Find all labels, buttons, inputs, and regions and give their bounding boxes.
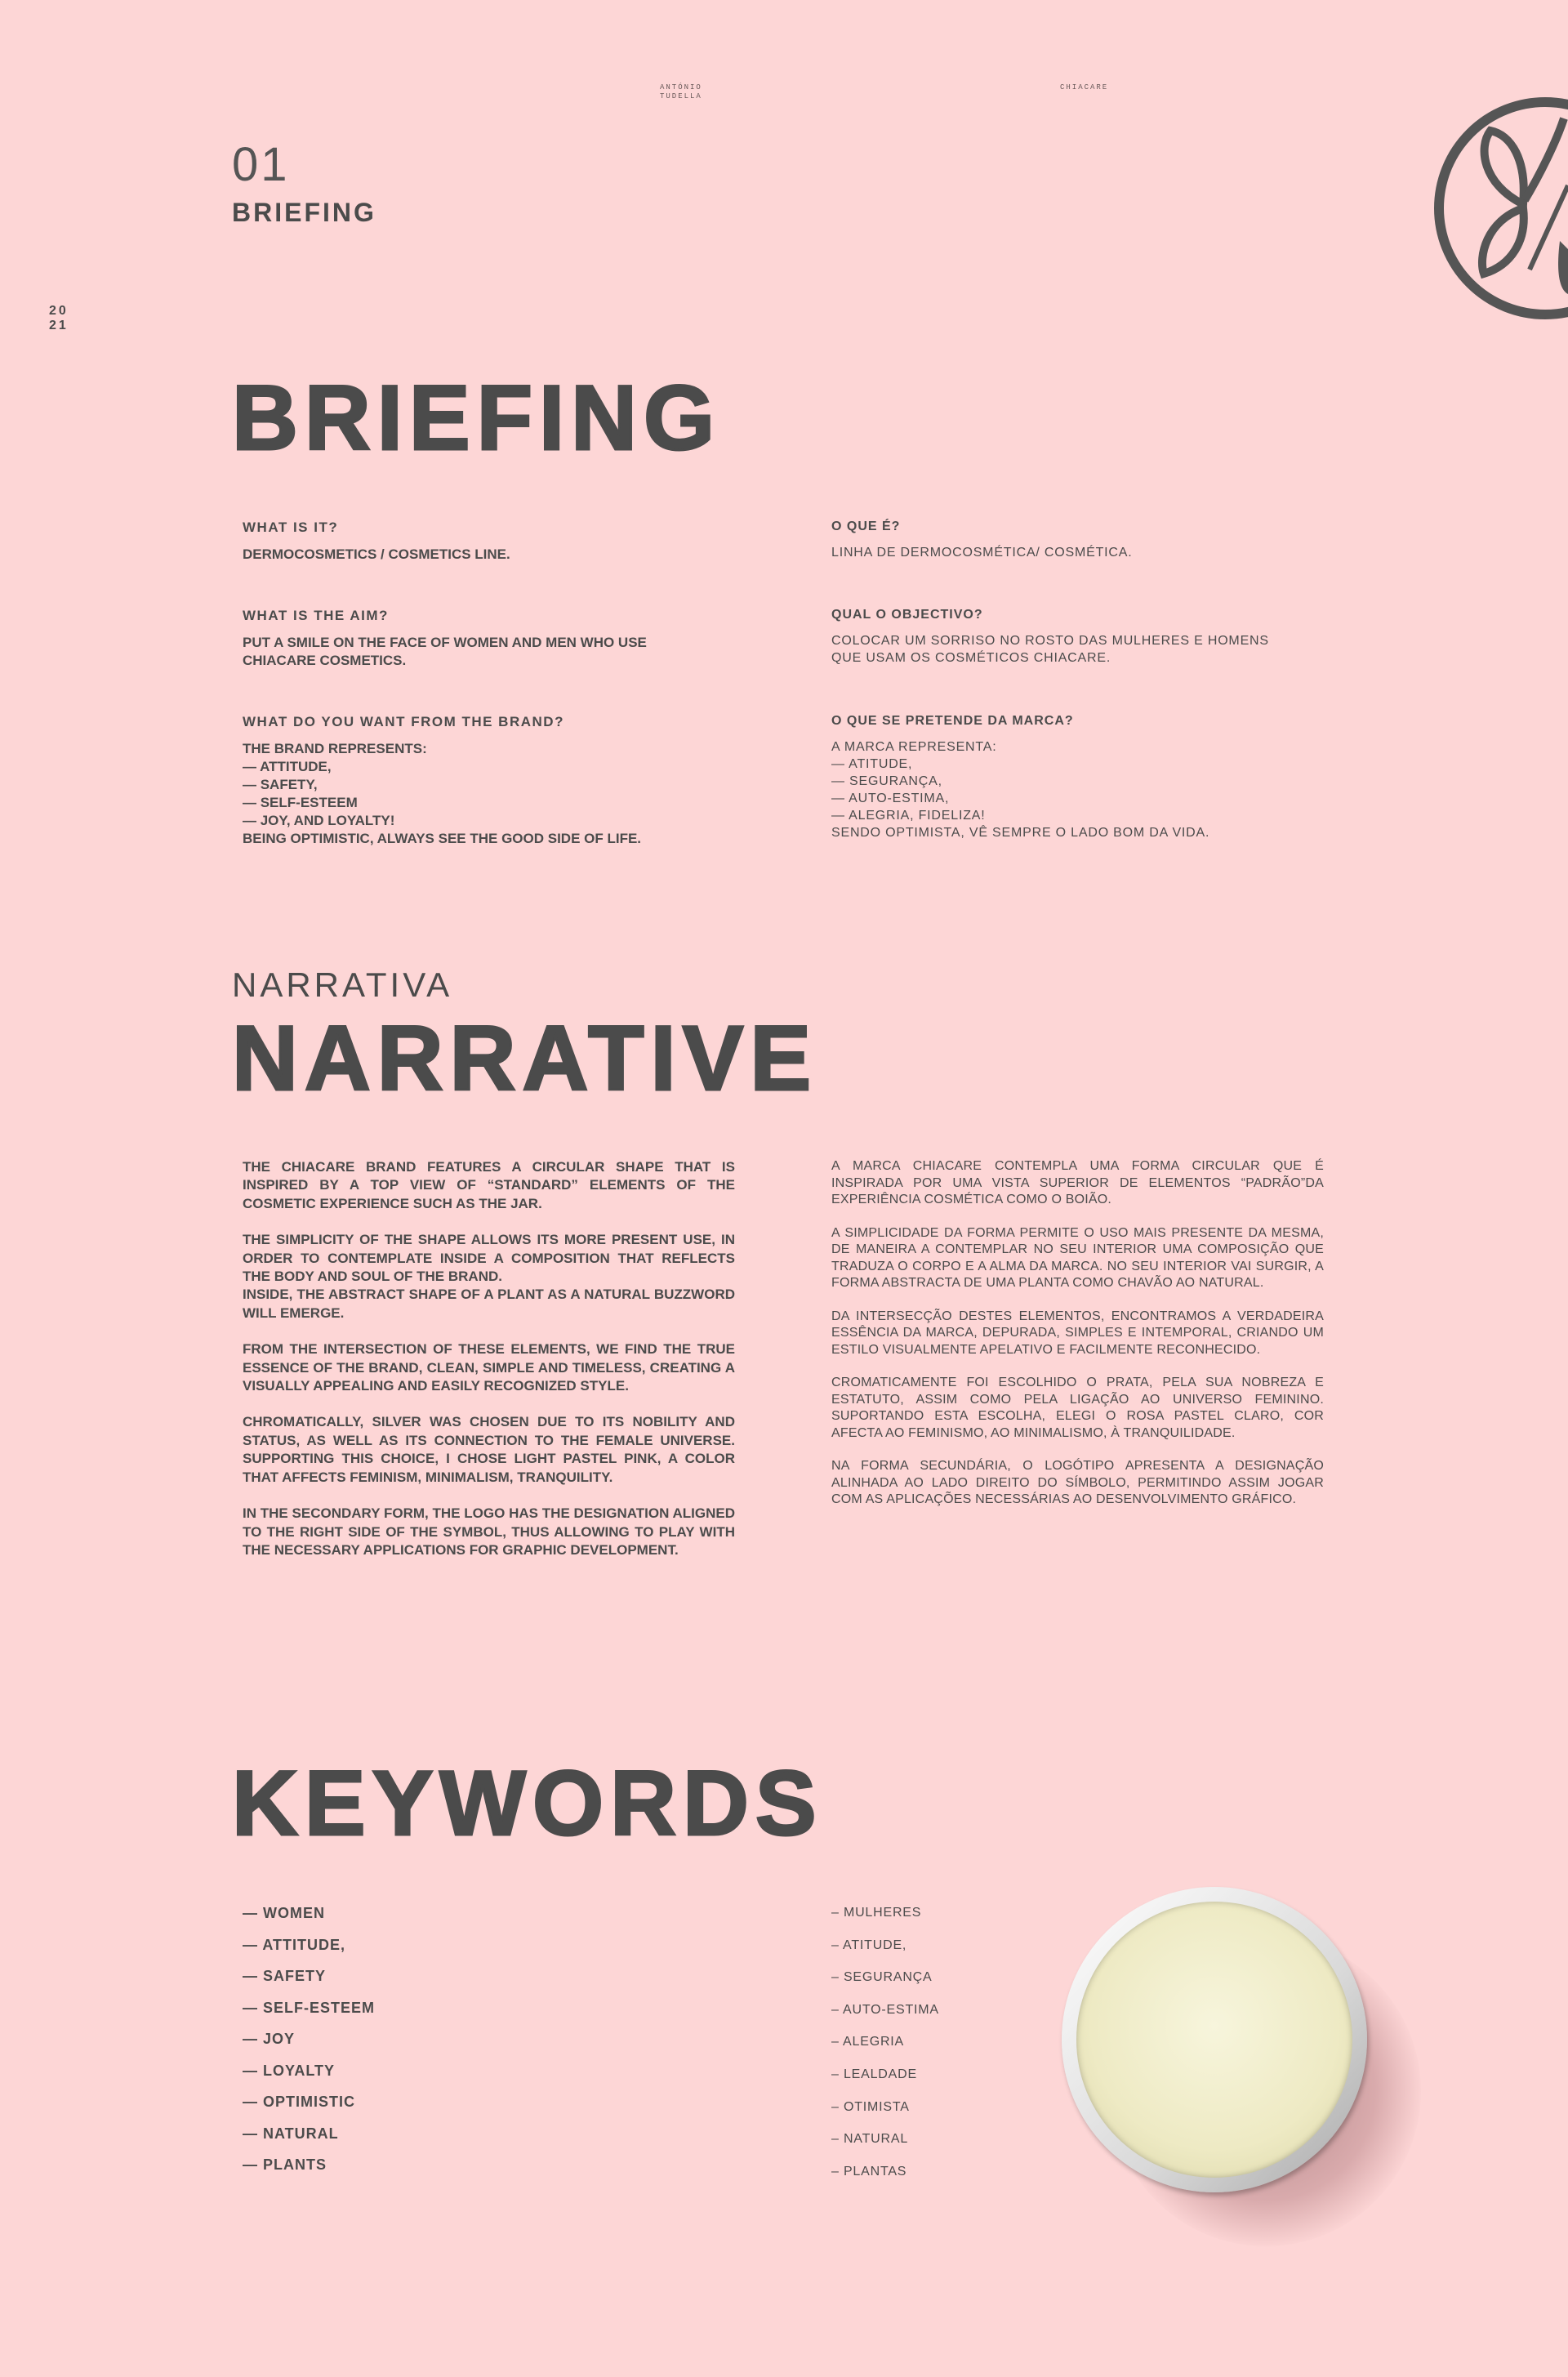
keyword: — LOYALTY	[243, 2062, 336, 2079]
answer: LINHA DE DERMOCOSMÉTICA/ COSMÉTICA.	[831, 546, 1133, 560]
keyword: – MULHERES	[831, 1906, 922, 1920]
keyword: – ALEGRIA	[831, 2035, 905, 2049]
qa-item	[831, 520, 1324, 608]
chiacare-logo-icon	[1433, 78, 1568, 339]
narrative-title: NARRATIVE	[232, 1007, 818, 1109]
author-first: ANTÓNIO	[660, 83, 702, 91]
narrative-subtitle: NARRATIVA	[232, 966, 453, 1004]
year-line-2: 21	[49, 319, 69, 332]
answer: PUT A SMILE ON THE FACE OF WOMEN AND MEN WHO USE CHIACARE COSMETICS.	[243, 635, 647, 668]
answer: A MARCA REPRESENTA: — ATITUDE, — SEGURANÇA, — AUTO-ESTIMA, — ALEGRIA, FIDELIZA! SENDO OPTIMISTA, VÊ SEMPRE O LADO BOM DA VIDA.	[831, 740, 1210, 840]
brand-name: CHIACARE	[1060, 83, 1109, 91]
qa-item	[243, 608, 735, 714]
keyword: — SELF-ESTEEM	[243, 1999, 376, 2016]
qa-item	[831, 714, 1324, 841]
question: O QUE É?	[831, 520, 901, 533]
question: O QUE SE PRETENDE DA MARCA?	[831, 714, 1074, 728]
qa-item	[831, 608, 1324, 714]
keyword: — NATURAL	[243, 2125, 339, 2142]
question: WHAT DO YOU WANT FROM THE BRAND?	[243, 714, 564, 729]
qa-item	[243, 520, 735, 608]
paragraph: INSIDE, THE ABSTRACT SHAPE OF A PLANT AS A NATURAL BUZZWORD WILL EMERGE.	[243, 1287, 735, 1321]
answer: COLOCAR UM SORRISO NO ROSTO DAS MULHERES E HOMENS QUE USAM OS COSMÉTICOS CHIACARE.	[831, 634, 1269, 665]
section-label: BRIEFING	[232, 198, 376, 227]
year	[49, 304, 69, 333]
keywords-title: KEYWORDS	[232, 1752, 823, 1854]
author-last: TUDELLA	[660, 92, 702, 100]
paragraph: CROMATICAMENTE FOI ESCOLHIDO O PRATA, PELA SUA NOBREZA E ESTATUTO, ASSIM COMO PELA LIGAÇÃO AO UNIVERSO FEMININO. SUPORTANDO ESTA ESCOLHA, ELEGI O ROSA PASTEL CLARO, COR AFECTA AO FEMINISMO, AO MINIMALISMO, À TRANQUILIDADE.	[831, 1376, 1324, 1440]
paragraph: THE CHIACARE BRAND FEATURES A CIRCULAR SHAPE THAT IS INSPIRED BY A TOP VIEW OF “STANDARD” ELEMENTS OF THE COSMETIC EXPERIENCE SUCH AS THE JAR.	[243, 1159, 735, 1211]
narrative-portuguese	[831, 1158, 1324, 1525]
keyword: — ATTITUDE,	[243, 1936, 345, 1953]
question: WHAT IS IT?	[243, 520, 339, 535]
question: WHAT IS THE AIM?	[243, 608, 389, 623]
keyword: — PLANTS	[243, 2156, 327, 2173]
briefing-portuguese	[831, 520, 1324, 841]
paragraph: CHROMATICALLY, SILVER WAS CHOSEN DUE TO ITS NOBILITY AND STATUS, AS WELL AS ITS CONNECTION TO THE FEMALE UNIVERSE. SUPPORTING THIS CHOICE, I CHOSE LIGHT PASTEL PINK, A COLOR THAT AFFECTS FEMINISM, MINIMALISM, TRANQUILITY.	[243, 1414, 735, 1485]
keyword: – AUTO-ESTIMA	[831, 2002, 939, 2017]
keyword: — WOMEN	[243, 1905, 325, 1921]
author-name	[660, 83, 702, 101]
jar-cream	[1076, 1902, 1352, 2178]
briefing-english	[243, 520, 735, 848]
keyword: – SEGURANÇA	[831, 1970, 933, 1985]
paragraph: FROM THE INTERSECTION OF THESE ELEMENTS, WE FIND THE TRUE ESSENCE OF THE BRAND, CLEAN, SIMPLE AND TIMELESS, CREATING A VISUALLY APPEALING AND EASILY RECOGNIZED STYLE.	[243, 1341, 735, 1394]
briefing-title: BRIEFING	[232, 367, 722, 469]
keywords-english	[243, 1905, 375, 2188]
paragraph: A SIMPLICIDADE DA FORMA PERMITE O USO MAIS PRESENTE DA MESMA, DE MANEIRA A CONTEMPLAR NO SEU INTERIOR UMA COMPOSIÇÃO QUE TRADUZA O CORPO E A ALMA DA MARCA. NO SEU INTERIOR VAI SURGIR, A FORMA ABSTRACTA DE UMA PLANTA COMO CHAVÃO AO NATURAL.	[831, 1225, 1324, 1290]
year-line-1: 20	[49, 304, 69, 318]
paragraph: THE SIMPLICITY OF THE SHAPE ALLOWS ITS MORE PRESENT USE, IN ORDER TO CONTEMPLATE INSIDE A COMPOSITION THAT REFLECTS THE BODY AND SOUL OF THE BRAND.	[243, 1232, 735, 1285]
answer: THE BRAND REPRESENTS: — ATTITUDE, — SAFETY, — SELF-ESTEEM — JOY, AND LOYALTY! BEING OPTIMISTIC, ALWAYS SEE THE GOOD SIDE OF LIFE.	[243, 741, 642, 846]
keyword: – NATURAL	[831, 2132, 909, 2147]
keyword: – ATITUDE,	[831, 1938, 907, 1952]
keyword: – OTIMISTA	[831, 2099, 910, 2114]
qa-item	[243, 714, 735, 848]
keyword: – PLANTAS	[831, 2164, 907, 2179]
keyword: — JOY	[243, 2031, 296, 2047]
keyword: – LEALDADE	[831, 2067, 917, 2081]
keyword: — OPTIMISTIC	[243, 2094, 355, 2110]
paragraph: DA INTERSECÇÃO DESTES ELEMENTOS, ENCONTRAMOS A VERDADEIRA ESSÊNCIA DA MARCA, DEPURADA, SIMPLES E INTEMPORAL, CRIANDO UM ESTILO VISUALMENTE APELATIVO E FACILMENTE RECONHECIDO.	[831, 1309, 1324, 1357]
paragraph: IN THE SECONDARY FORM, THE LOGO HAS THE DESIGNATION ALIGNED TO THE RIGHT SIDE OF THE SYMBOL, THUS ALLOWING TO PLAY WITH THE NECESSARY APPLICATIONS FOR GRAPHIC DEVELOPMENT.	[243, 1505, 735, 1558]
cosmetic-jar-image	[1062, 1887, 1372, 2197]
question: QUAL O OBJECTIVO?	[831, 608, 983, 622]
section-number: 01	[232, 138, 290, 191]
paragraph: NA FORMA SECUNDÁRIA, O LOGÓTIPO APRESENTA A DESIGNAÇÃO ALINHADA AO LADO DIREITO DO SÍMBOLO, PERMITINDO ASSIM JOGAR COM AS APLICAÇÕES NECESSÁRIAS AO DESENVOLVIMENTO GRÁFICO.	[831, 1459, 1324, 1506]
keyword: — SAFETY	[243, 1968, 327, 1984]
keywords-portuguese	[831, 1906, 939, 2196]
paragraph: A MARCA CHIACARE CONTEMPLA UMA FORMA CIRCULAR QUE É INSPIRADA POR UMA VISTA SUPERIOR DE ELEMENTOS “PADRÃO”DA EXPERIÊNCIA COSMÉTICA COMO O BOIÃO.	[831, 1159, 1324, 1206]
answer: DERMOCOSMETICS / COSMETICS LINE.	[243, 546, 510, 562]
narrative-english	[243, 1158, 735, 1577]
